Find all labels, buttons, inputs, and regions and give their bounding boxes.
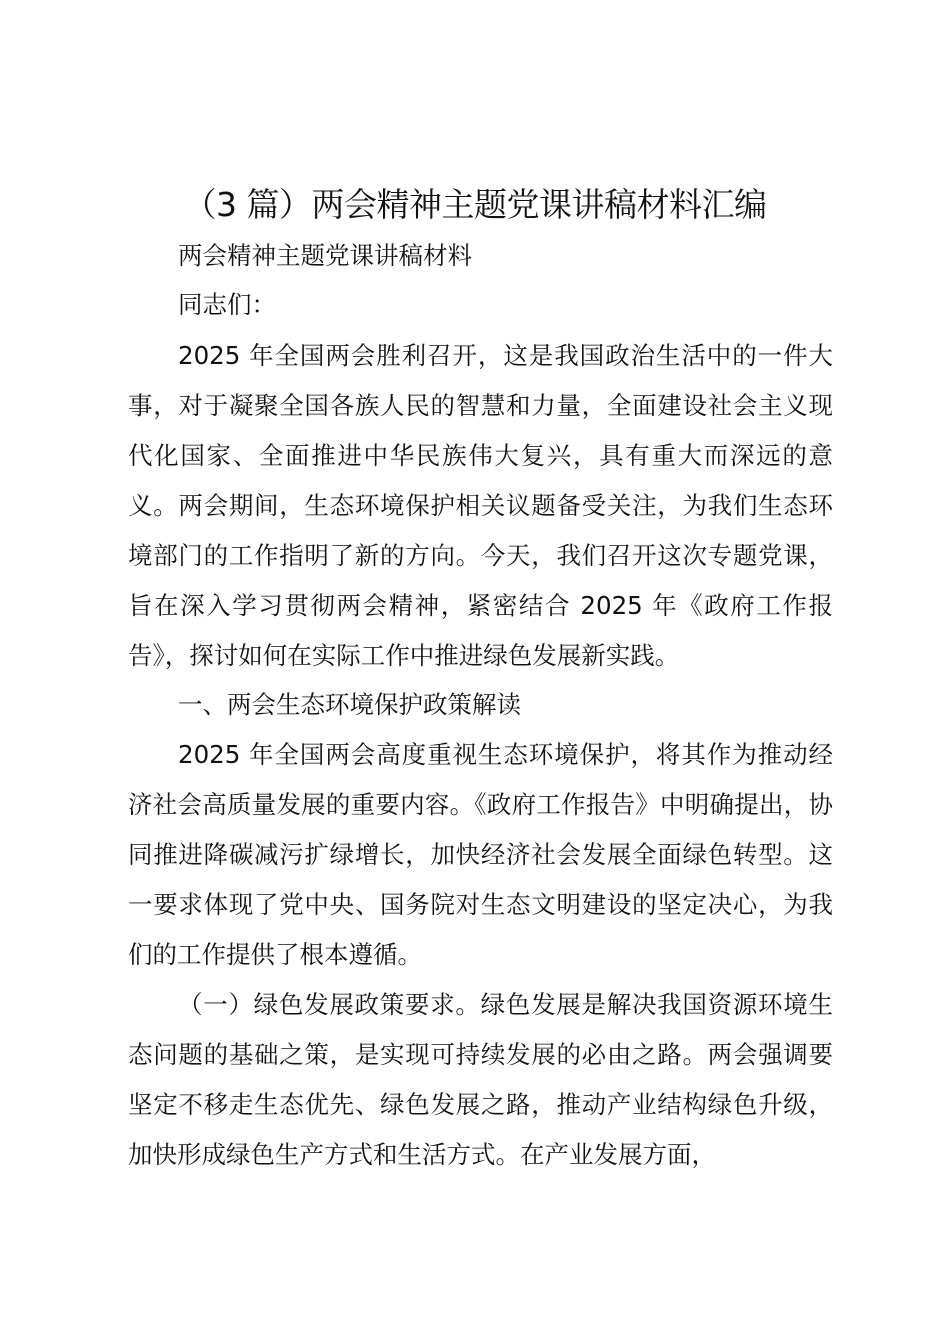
- body-paragraph: 2025 年全国两会高度重视生态环境保护，将其作为推动经济社会高质量发展的重要内容。《政府工作报告》中明确提出，协同推进降碳减污扩绿增长，加快经济社会发展全面绿色转型。这一要求体现了党中央、国务院对生态文明建设的坚定决心，为我们的工作提供了根本遵循。: [128, 740, 833, 969]
- document-subtitle: 两会精神主题党课讲稿材料: [178, 241, 472, 270]
- body-paragraph: 2025 年全国两会胜利召开，这是我国政治生活中的一件大事，对于凝聚全国各族人民的智慧和力量，全面建设社会主义现代化国家、全面推进中华民族伟大复兴，具有重大而深远的意义。两会期间，生态环境保护相关议题备受关注，为我们生态环境部门的工作指明了新的方向。今天，我们召开这次专题党课，旨在深入学习贯彻两会精神，紧密结合 2025 年《政府工作报告》，探讨如何在实际工作中推进绿色发展新实践。: [128, 341, 833, 670]
- document-title: （3 篇）两会精神主题党课讲稿材料汇编: [183, 185, 767, 224]
- section-heading: 一、两会生态环境保护政策解读: [178, 690, 521, 719]
- body-paragraph: （一）绿色发展政策要求。绿色发展是解决我国资源环境生态问题的基础之策，是实现可持续发展的必由之路。两会强调要坚定不移走生态优先、绿色发展之路，推动产业结构绿色升级，加快形成绿色生产方式和生活方式。在产业发展方面，: [128, 990, 833, 1169]
- salutation: 同志们：: [178, 290, 276, 319]
